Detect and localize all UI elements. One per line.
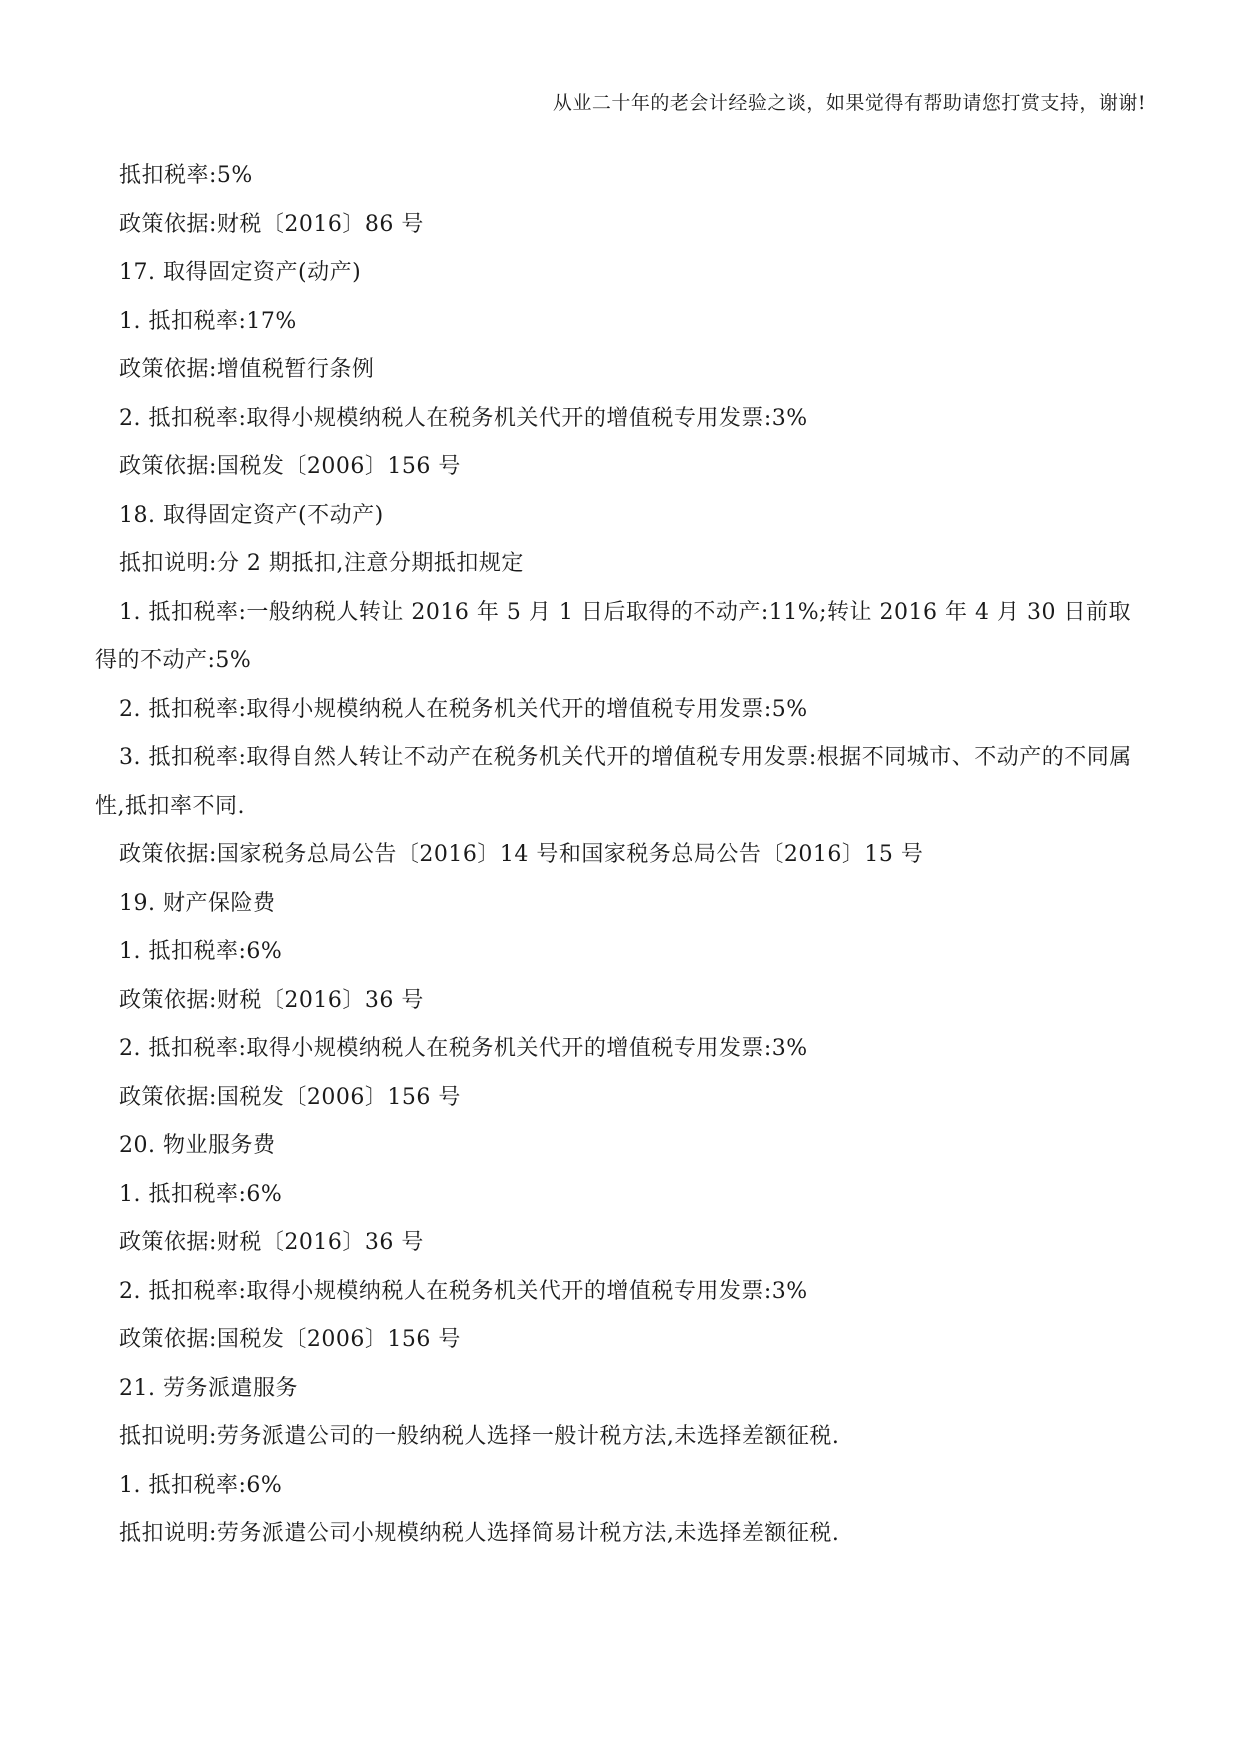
section-heading: 19. 财产保险费 (119, 890, 276, 916)
section-heading: 20. 物业服务费 (119, 1133, 276, 1158)
document-body (95, 152, 1145, 1559)
section-heading: 17. 取得固定资产(动产) (119, 260, 362, 285)
paragraph: 政策依据:国税发〔2006〕156 号 (119, 1327, 461, 1352)
section-heading: 21. 劳务派遣服务 (119, 1375, 298, 1401)
paragraph: 2. 抵扣税率:取得小规模纳税人在税务机关代开的增值税专用发票:3% (119, 405, 808, 431)
paragraph: 政策依据:国家税务总局公告〔2016〕14 号和国家税务总局公告〔2016〕15 号 (119, 842, 924, 867)
paragraph: 抵扣说明:分 2 期抵扣,注意分期抵扣规定 (119, 551, 524, 576)
paragraph: 政策依据:财税〔2016〕36 号 (119, 1230, 424, 1255)
paragraph: 政策依据:国税发〔2006〕156 号 (119, 454, 461, 479)
paragraph: 政策依据:增值税暂行条例 (119, 357, 375, 382)
paragraph: 1. 抵扣税率:一般纳税人转让 2016 年 5 月 1 日后取得的不动产:11%;转让 2016 年 4 月 30 日前取得的不动产:5% (95, 599, 1132, 673)
paragraph: 1. 抵扣税率:6% (119, 1472, 283, 1498)
paragraph: 抵扣说明:劳务派遣公司小规模纳税人选择简易计税方法,未选择差额征税. (119, 1521, 840, 1546)
paragraph: 2. 抵扣税率:取得小规模纳税人在税务机关代开的增值税专用发票:3% (119, 1278, 808, 1304)
paragraph: 2. 抵扣税率:取得小规模纳税人在税务机关代开的增值税专用发票:5% (119, 696, 808, 722)
header-note: 从业二十年的老会计经验之谈，如果觉得有帮助请您打赏支持，谢谢! (552, 92, 1146, 114)
paragraph: 3. 抵扣税率:取得自然人转让不动产在税务机关代开的增值税专用发票:根据不同城市、不动产的不同属性,抵扣率不同. (95, 745, 1132, 819)
paragraph: 1. 抵扣税率:17% (119, 308, 297, 334)
paragraph: 抵扣说明:劳务派遣公司的一般纳税人选择一般计税方法,未选择差额征税. (119, 1424, 840, 1449)
paragraph: 2. 抵扣税率:取得小规模纳税人在税务机关代开的增值税专用发票:3% (119, 1036, 808, 1061)
paragraph: 政策依据:财税〔2016〕36 号 (119, 987, 424, 1013)
paragraph: 政策依据:财税〔2016〕86 号 (119, 211, 424, 237)
paragraph: 1. 抵扣税率:6% (119, 1181, 283, 1207)
paragraph: 1. 抵扣税率:6% (119, 939, 283, 964)
paragraph: 政策依据:国税发〔2006〕156 号 (119, 1084, 461, 1110)
paragraph: 抵扣税率:5% (119, 163, 253, 188)
section-heading: 18. 取得固定资产(不动产) (119, 502, 384, 528)
